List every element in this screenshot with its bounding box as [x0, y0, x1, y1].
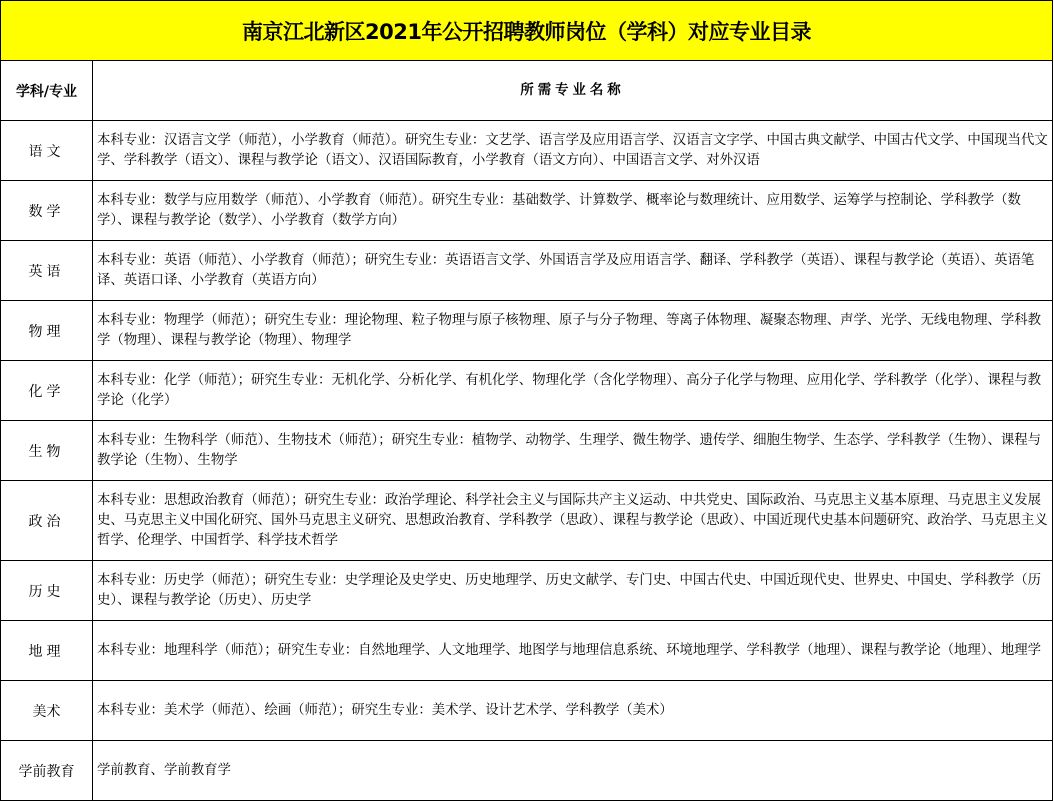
table-row — [1, 741, 1053, 801]
subject-cell: 英语 — [1, 241, 93, 300]
majors-text: 本科专业：物理学（师范）；研究生专业：理论物理、粒子物理与原子核物理、原子与分子物理、等离子体物理、凝聚态物理、声学、光学、无线电物理、学科教学（物理）、课程与教学论（物理）、物理学 — [97, 312, 1042, 348]
table-row — [1, 561, 1053, 621]
header-majors: 所需专业名称 — [520, 82, 625, 98]
majors-cell — [93, 481, 1052, 560]
table-row — [1, 121, 1053, 181]
majors-text: 本科专业：地理科学（师范）；研究生专业：自然地理学、人文地理学、地图学与地理信息系统、环境地理学、学科教学（地理）、课程与教学论（地理）、地理学 — [97, 642, 1042, 658]
table-row — [1, 481, 1053, 561]
majors-text: 本科专业：英语（师范）、小学教育（师范）；研究生专业：英语语言文学、外国语言学及应用语言学、翻译、学科教学（英语）、课程与教学论（英语）、英语笔译、英语口译、小学教育（英语方向） — [97, 252, 1035, 288]
table-row — [1, 621, 1053, 681]
majors-text: 学前教育、学前教育学 — [97, 762, 231, 778]
majors-cell — [93, 621, 1052, 680]
table-row — [1, 421, 1053, 481]
majors-text: 本科专业：历史学（师范）；研究生专业：史学理论及史学史、历史地理学、历史文献学、专门史、中国古代史、中国近现代史、世界史、中国史、学科教学（历史）、课程与教学论（历史）、历史学 — [97, 572, 1042, 608]
majors-text: 本科专业：化学（师范）；研究生专业：无机化学、分析化学、有机化学、物理化学（含化学物理）、高分子化学与物理、应用化学、学科教学（化学）、课程与教学论（化学） — [97, 372, 1042, 408]
majors-cell — [93, 361, 1052, 420]
subject-cell: 历史 — [1, 561, 93, 620]
majors-cell — [93, 681, 1052, 740]
majors-text: 本科专业：生物科学（师范）、生物技术（师范）；研究生专业：植物学、动物学、生理学、微生物学、遗传学、细胞生物学、生态学、学科教学（生物）、课程与教学论（生物）、生物学 — [97, 432, 1042, 468]
majors-text: 本科专业：汉语言文学（师范），小学教育（师范）。研究生专业：文艺学、语言学及应用语言学、汉语言文字学、中国古典文献学、中国古代文学、中国现当代文学、学科教学（语文）、课程与教学论（语文）、汉语国际教育，小学教育（语文方向）、中国语言文学、对外汉语 — [97, 132, 1048, 168]
subject-cell: 语文 — [1, 121, 93, 180]
table-row — [1, 181, 1053, 241]
subject-cell: 物理 — [1, 301, 93, 360]
majors-cell — [93, 561, 1052, 620]
majors-text: 本科专业：思想政治教育（师范）；研究生专业：政治学理论、科学社会主义与国际共产主义运动、中共党史、国际政治、马克思主义基本原理、马克思主义发展史、马克思主义中国化研究、国外马克思主义研究、思想政治教育、学科教学（思政）、课程与教学论（思政）、中国近现代史基本问题研究、政治学、马克思主义哲学、伦理学、中国哲学、科学技术哲学 — [97, 492, 1048, 548]
subject-cell: 政治 — [1, 481, 93, 560]
table-row — [1, 301, 1053, 361]
table-row — [1, 361, 1053, 421]
subject-cell: 学前教育 — [1, 741, 93, 800]
table-title: 南京江北新区2021年公开招聘教师岗位（学科）对应专业目录 — [1, 1, 1053, 61]
table-row — [1, 241, 1053, 301]
majors-text: 本科专业：美术学（师范）、绘画（师范）；研究生专业：美术学、设计艺术学、学科教学（美术） — [97, 702, 673, 718]
majors-cell — [93, 421, 1052, 480]
header-subject: 学科/专业 — [1, 61, 93, 120]
subject-cell: 生物 — [1, 421, 93, 480]
majors-text: 本科专业：数学与应用数学（师范）、小学教育（师范）。研究生专业：基础数学、计算数学、概率论与数理统计、应用数学、运筹学与控制论、学科教学（数学）、课程与教学论（数学）、小学教育（数学方向） — [97, 192, 1021, 228]
majors-cell — [93, 741, 1052, 800]
subject-cell: 美术 — [1, 681, 93, 740]
subject-cell: 化学 — [1, 361, 93, 420]
subject-cell: 地理 — [1, 621, 93, 680]
majors-cell — [93, 121, 1052, 180]
majors-cell — [93, 301, 1052, 360]
table-row — [1, 681, 1053, 741]
table-header-row — [1, 61, 1053, 121]
majors-cell — [93, 181, 1052, 240]
majors-cell — [93, 241, 1052, 300]
subject-cell: 数学 — [1, 181, 93, 240]
